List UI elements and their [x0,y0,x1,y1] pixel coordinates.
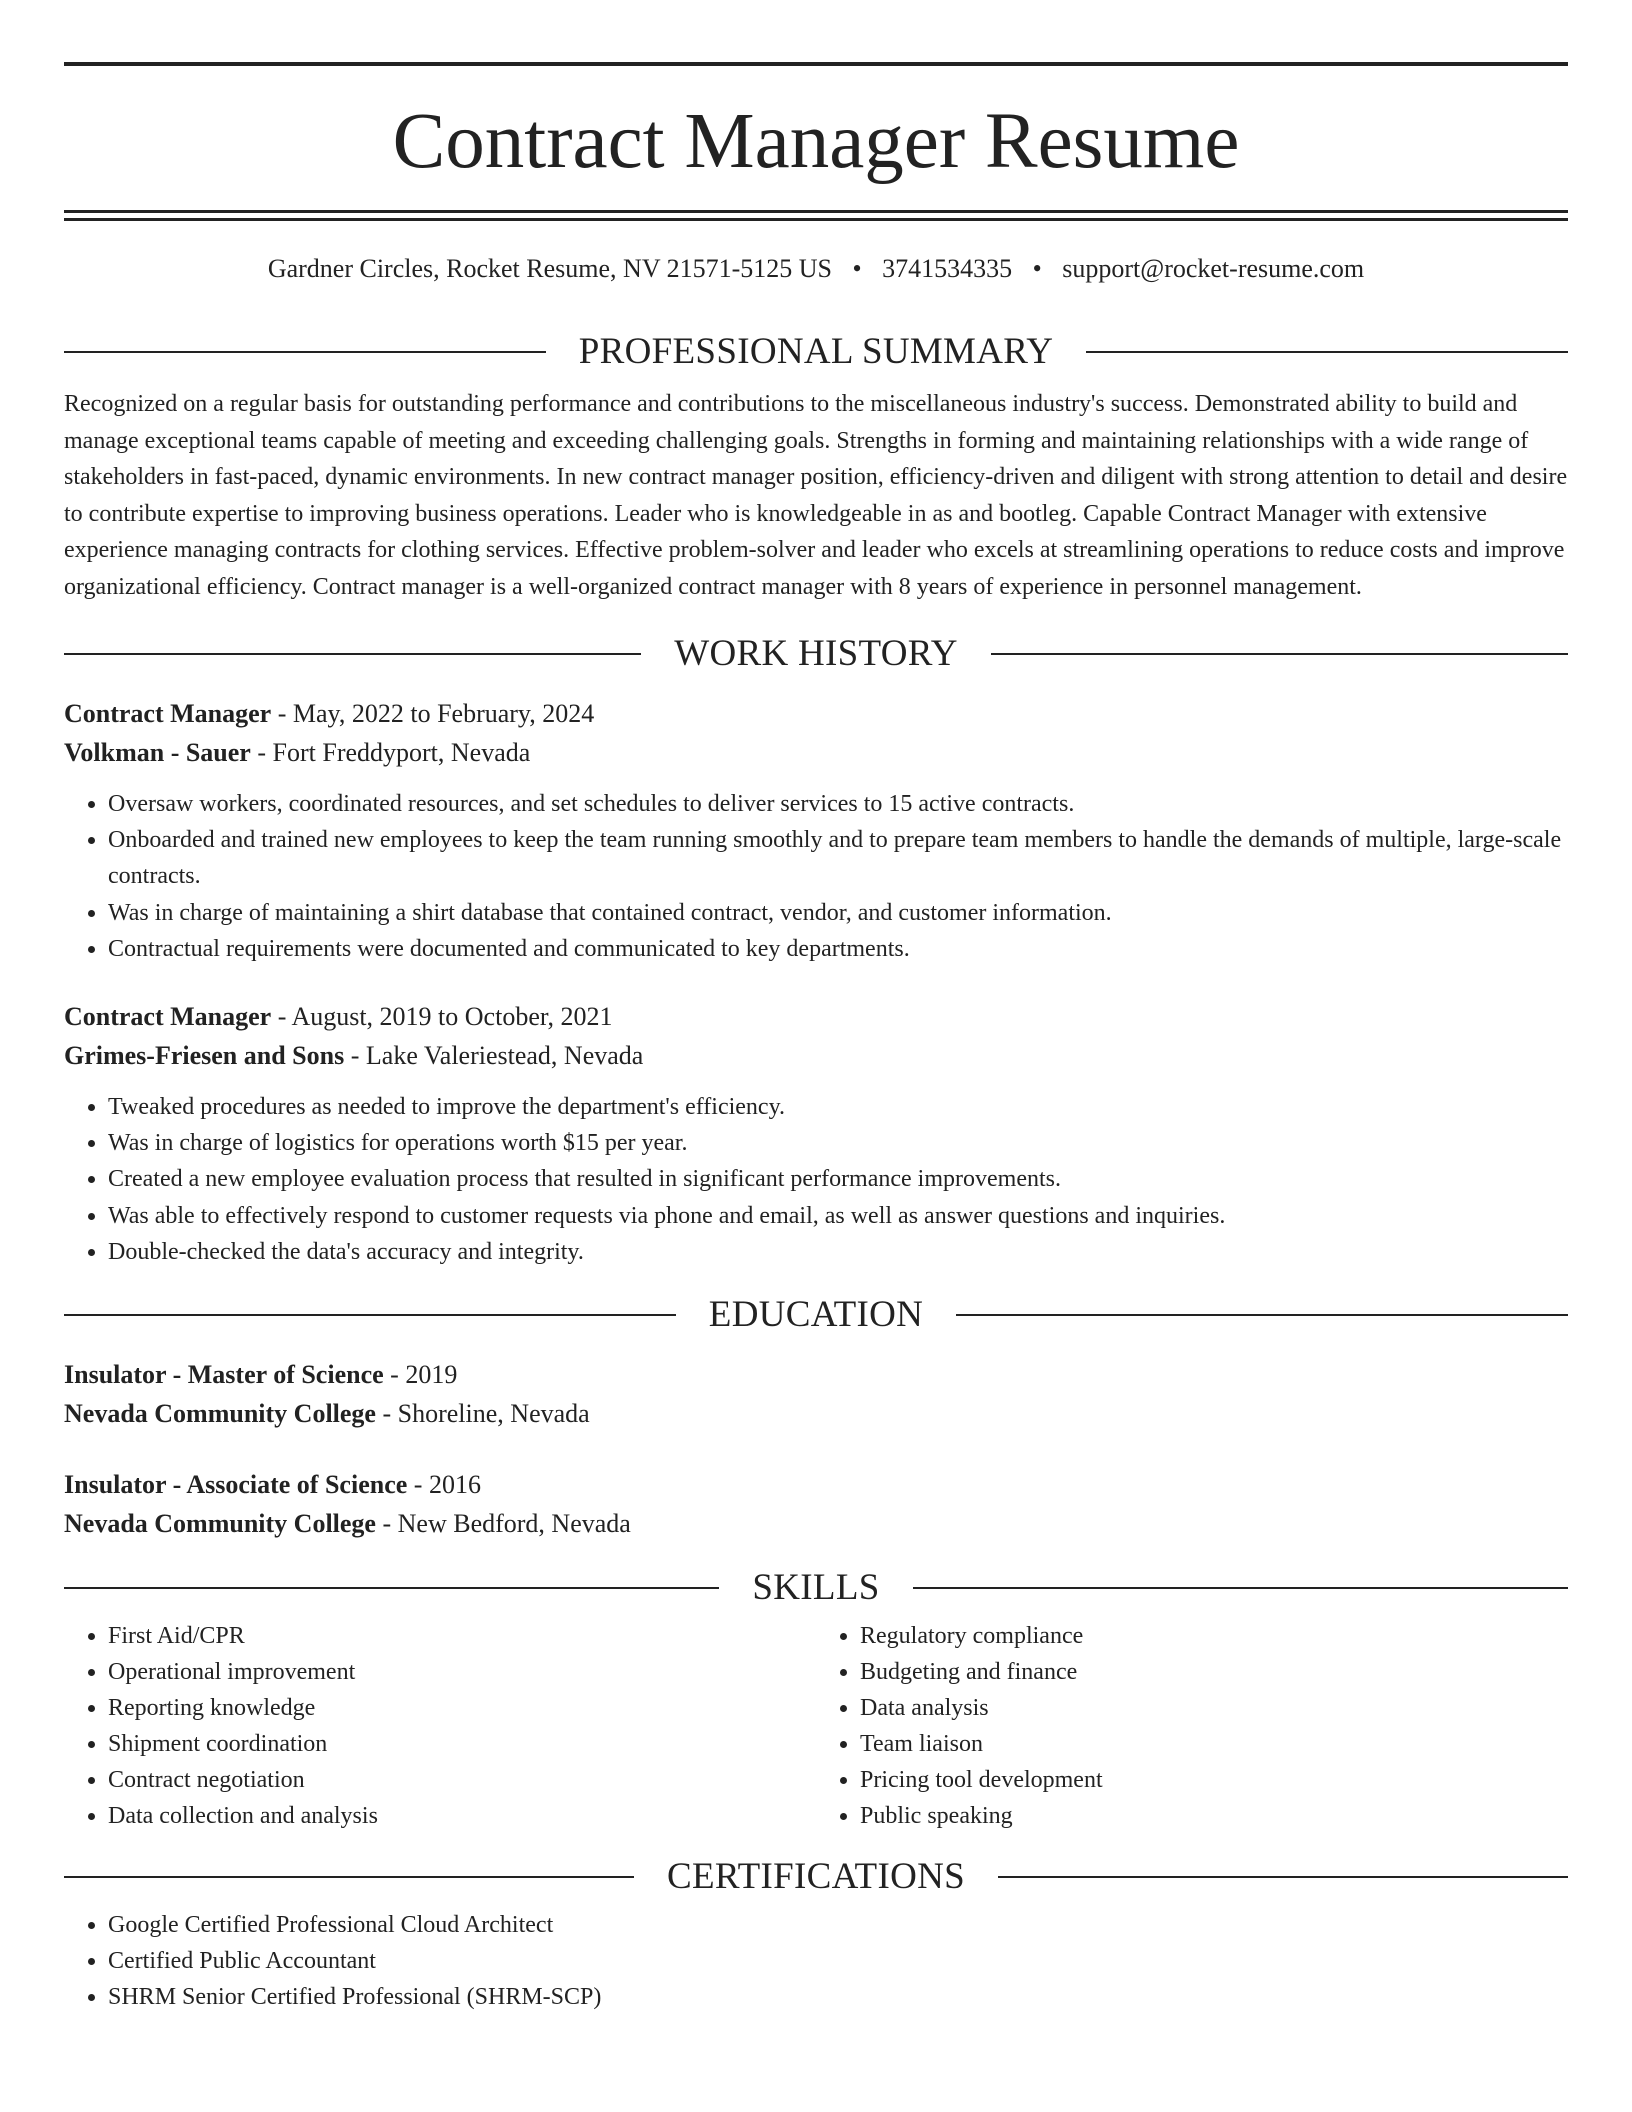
degree-line [64,1355,1568,1394]
degree-year: - 2016 [407,1470,481,1500]
heading-rule [64,1876,634,1878]
degree: Insulator - Associate of Science [64,1470,408,1500]
education-entry [64,1355,1568,1433]
job-bullet: • Tweaked procedures as needed to improve the department's efficiency. [108,1089,1568,1125]
school-line [64,1394,1568,1433]
school: Nevada Community College [64,1509,376,1539]
skills-list-left [64,1618,816,1834]
certification-item: • SHRM Senior Certified Professional (SHRM-SCP) [108,1979,1568,2015]
job-location: - Lake Valeriestead, Nevada [344,1041,644,1071]
degree: Insulator - Master of Science [64,1360,384,1390]
job-title: Contract Manager [64,1002,272,1032]
job-bullets [64,786,1568,967]
section-title: SKILLS [752,1567,880,1609]
section-title: PROFESSIONAL SUMMARY [578,331,1054,372]
section-title: WORK HISTORY [674,633,958,674]
skill-item: • Data collection and analysis [108,1798,816,1834]
job-title: Contract Manager [64,699,272,728]
skill-item: • Team liaison [860,1726,1568,1762]
heading-rule [991,653,1568,655]
job-bullet: • Created a new employee evaluation process that resulted in significant performance improvements. [108,1161,1568,1197]
skills-columns [64,1618,1568,1834]
contact-email: support@rocket-resume.com [1062,254,1365,283]
skills-list-right [816,1618,1568,1834]
school-line [64,1504,1568,1543]
heading-rule [64,351,546,353]
school-location: - New Bedford, Nevada [375,1509,631,1539]
job-entry [64,997,1568,1270]
resume-content [64,62,1568,2015]
heading-rule [956,1314,1568,1316]
certification-item: • Certified Public Accountant [108,1943,1568,1979]
degree-line [64,1465,1568,1504]
skill-item: • Reporting knowledge [108,1690,816,1726]
title-double-rule [64,210,1568,221]
contact-address: Gardner Circles, Rocket Resume, NV 21571-5125 US [267,254,833,283]
contact-phone: 3741534335 [882,254,1013,283]
job-title-line [64,997,1568,1036]
job-bullets [64,1089,1568,1270]
skill-item: • Public speaking [860,1798,1568,1834]
skill-item: • Operational improvement [108,1654,816,1690]
section-title: CERTIFICATIONS [667,1856,965,1898]
job-bullet: • Was able to effectively respond to customer requests via phone and email, as well as answer questions and inquiries. [108,1198,1568,1234]
section-heading-summary [64,333,1568,370]
skill-item: • First Aid/CPR [108,1618,816,1654]
section-heading-skills [64,1567,1568,1609]
heading-rule [913,1587,1568,1589]
job-company: Grimes-Friesen and Sons [64,1041,345,1071]
job-location: - Fort Freddyport, Nevada [250,738,531,767]
section-heading-education [64,1294,1568,1336]
section-heading-certifications [64,1856,1568,1898]
school-location: - Shoreline, Nevada [375,1399,590,1429]
job-entry [64,694,1568,967]
summary-text: Recognized on a regular basis for outstanding performance and contributions to the miscellaneous industry's success. Demonstrated ability to build and manage exceptional teams capable of meeting and exceeding challenging goals. Strengths in forming and maintaining relationships with a wide range of stakeholders in fast-paced, dynamic environments. In new contract manager position, efficiency-driven and diligent with strong attention to detail and desire to contribute expertise to improving business operations. Leader who is knowledgeable in as and bootleg. Capable Contract Manager with extensive experience managing contracts for clothing services. Effective problem-solver and leader who excels at streamlining operations to reduce costs and improve organizational efficiency. Contract manager is a well-organized contract manager with 8 years of experience in personnel management. [64,391,1568,600]
contact-separator: • [852,254,862,283]
certification-item: • Google Certified Professional Cloud Architect [108,1907,1568,1943]
skill-item: • Regulatory compliance [860,1618,1568,1654]
skill-item: • Shipment coordination [108,1726,816,1762]
job-bullet: • Was in charge of logistics for operations worth $15 per year. [108,1125,1568,1161]
job-title-line [64,694,1568,733]
section-title: EDUCATION [708,1294,924,1336]
heading-rule [64,1587,719,1589]
education-entry [64,1465,1568,1543]
job-bullet: • Double-checked the data's accuracy and integrity. [108,1234,1568,1270]
job-company-line [64,733,1568,772]
job-bullet: • Was in charge of maintaining a shirt database that contained contract, vendor, and customer information. [108,895,1568,931]
job-dates: - August, 2019 to October, 2021 [271,1002,613,1032]
resume-title: Contract Manager Resume [392,98,1240,185]
job-bullet: • Onboarded and trained new employees to keep the team running smoothly and to prepare team members to handle the demands of multiple, large-scale contracts. [108,822,1568,894]
skill-item: • Pricing tool development [860,1762,1568,1798]
skill-item: • Budgeting and finance [860,1654,1568,1690]
skill-item: • Data analysis [860,1690,1568,1726]
job-bullet: • Oversaw workers, coordinated resources, and set schedules to deliver services to 15 active contracts. [108,786,1568,822]
section-heading-work-history [64,635,1568,672]
contact-line [64,249,1568,289]
heading-rule [64,653,641,655]
heading-rule [998,1876,1568,1878]
job-company: Volkman - Sauer [64,738,251,767]
school: Nevada Community College [64,1399,376,1429]
job-company-line [64,1036,1568,1075]
heading-rule [1086,351,1568,353]
job-bullet: • Contractual requirements were documented and communicated to key departments. [108,931,1568,967]
certifications-list [64,1907,1568,2015]
contact-separator: • [1032,254,1042,283]
skill-item: • Contract negotiation [108,1762,816,1798]
job-dates: - May, 2022 to February, 2024 [271,699,595,728]
heading-rule [64,1314,676,1316]
degree-year: - 2019 [383,1360,458,1390]
top-rule [64,62,1568,66]
